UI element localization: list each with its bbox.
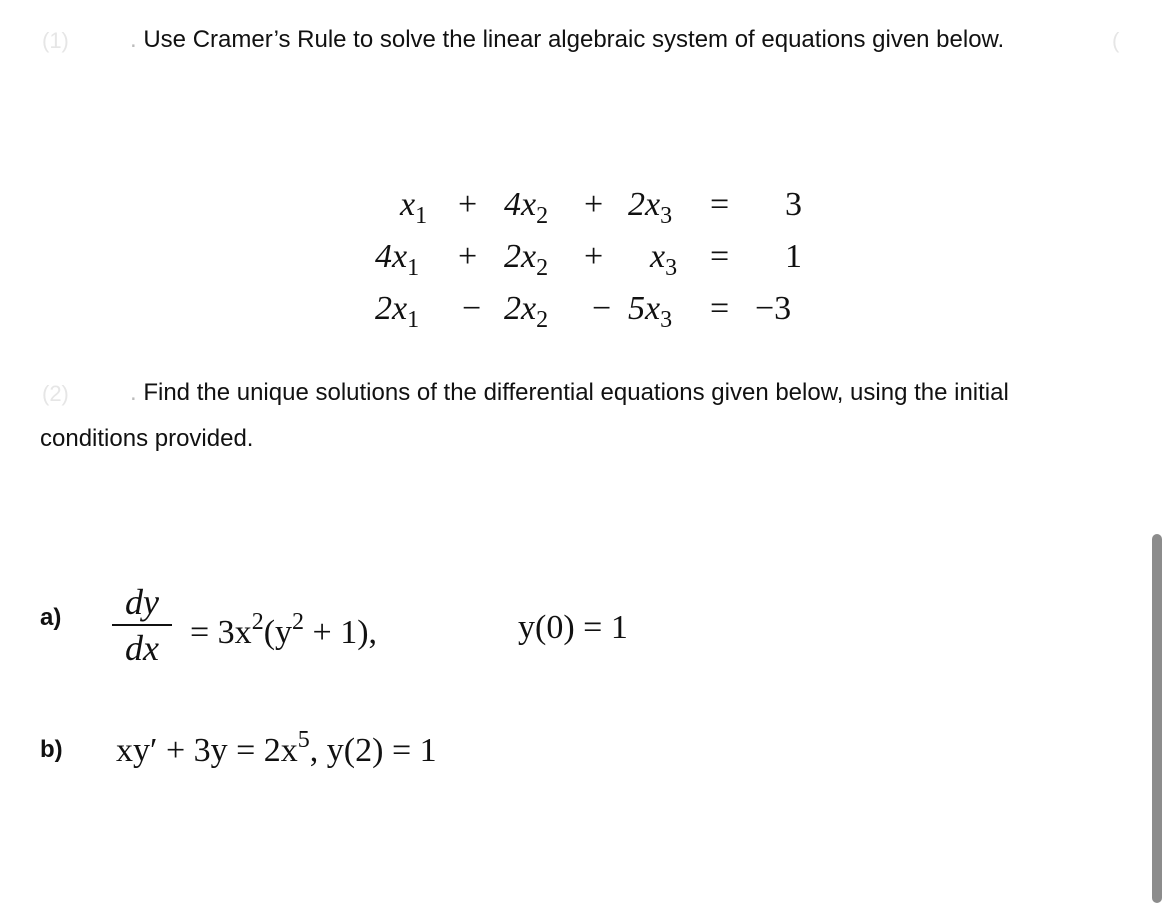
problem-2-instruction-line-1: . Find the unique solutions of the differential equations given below, using the initial [130,379,1009,406]
fraction-bar [112,624,172,626]
problem-1-number: (1) [42,28,69,53]
part-a-initial-condition: y(0) = 1 [518,609,628,646]
problem-1-trailing: ( [1112,28,1120,53]
fraction-denominator: dx [125,628,159,668]
derivative-fraction [112,582,172,668]
linear-system: $x_1$ + $4x_2$ + $2x_3$ = 3 $4x_1$ + $2x_2$ + $x_3$ = 1 $2x_1$ − $2x_2$ − $5x_3$ = −3 [375,186,802,333]
vertical-scrollbar[interactable] [1152,534,1162,903]
part-a-equation-rhs: = $3x^2(y^2 + 1)$, [190,609,378,651]
problem-1-instruction: . Use Cramer’s Rule to solve the linear algebraic system of equations given below. [130,26,1005,53]
problem-2-number: (2) [42,381,69,406]
problem-2-instruction-line-2: conditions provided. [40,425,254,452]
fraction-numerator: dy [125,582,159,622]
part-b-label: b) [40,736,63,763]
part-a-label: a) [40,604,62,631]
part-b-equation: $xy' + 3y = 2x^5$, y(2) = 1 [116,727,437,769]
